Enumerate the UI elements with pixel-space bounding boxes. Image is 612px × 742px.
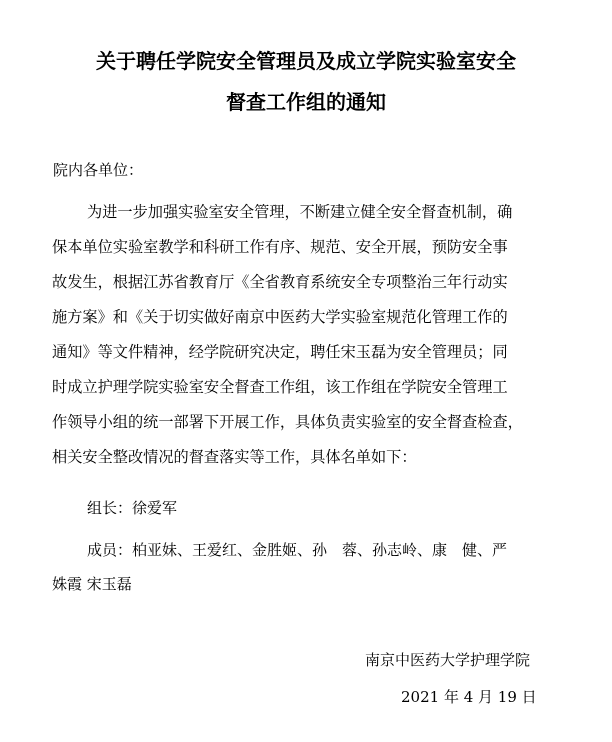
body-line-8: 相关安全整改情况的督查落实等工作，具体名单如下： (52, 448, 417, 466)
body-line-4: 施方案》和《关于切实做好南京中医药大学实验室规范化管理工作的 (52, 308, 508, 326)
salutation: 院内各单位： (53, 161, 144, 179)
group-members-line-1: 成员：柏亚妹、王爱红、金胜姬、孙 蓉、孙志岭、康 健、严 (87, 541, 508, 559)
body-line-5: 通知》等文件精神，经学院研究决定，聘任宋玉磊为安全管理员；同 (52, 343, 508, 361)
body-line-3: 故发生，根据江苏省教育厅《全省教育系统安全专项整治三年行动实 (52, 273, 508, 291)
issuing-organization: 南京中医药大学护理学院 (365, 651, 531, 669)
body-line-6: 时成立护理学院实验室安全督查工作组，该工作组在学院安全管理工 (52, 378, 508, 396)
document-title-line-1: 关于聘任学院安全管理员及成立学院实验室安全 (96, 49, 516, 73)
issue-date: 2021 年 4 月 19 日 (401, 688, 537, 706)
body-line-7: 作领导小组的统一部署下开展工作，具体负责实验室的安全督查检查， (52, 413, 523, 431)
body-line-2: 保本单位实验室教学和科研工作有序、规范、安全开展，预防安全事 (52, 238, 508, 256)
document-title-line-2: 督查工作组的通知 (226, 90, 386, 114)
group-members-line-2: 姝霞 宋玉磊 (52, 575, 132, 593)
body-line-1: 为进一步加强实验室安全管理，不断建立健全安全督查机制，确 (87, 203, 513, 221)
group-leader: 组长：徐爱军 (87, 499, 178, 517)
